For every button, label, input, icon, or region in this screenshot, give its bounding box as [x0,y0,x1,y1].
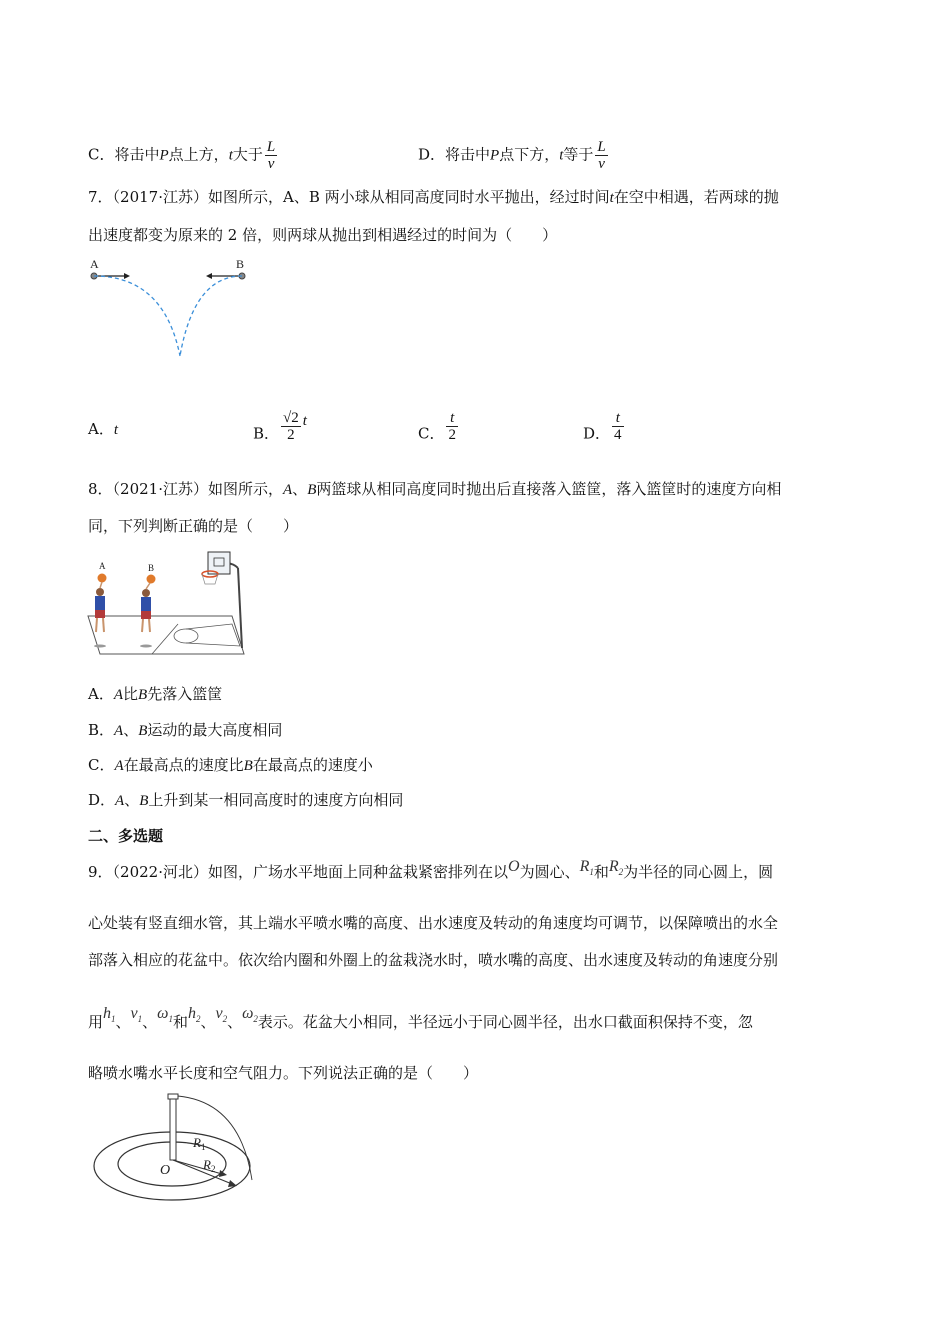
q8-fig-label-a: A [99,561,106,571]
q9-stem-line2: 心处装有竖直细水管，其上端水平喷水嘴的高度、出水速度及转动的角速度均可调节，以保障喷出的水全 [88,914,779,932]
label-r2: $R_2$ [203,1157,216,1174]
fraction-l-over-v: $\frac{L}{v}$ [266,139,276,172]
vertical-pipe [170,1098,176,1160]
q8-stem-line1: 8．（2021·江苏）如图所示，A、B两篮球从相同高度同时抛出后直接落入篮筐，落入篮筐时的速度方向相 [88,480,782,498]
basketball-b [147,575,156,584]
q6-option-c: C．将击中P点上方，t大于 $\frac{L}{v}$ [88,139,276,172]
label-r1: $R_1$ [193,1135,206,1152]
q8-basketball-figure [82,546,248,658]
q7-option-c: C． $\frac{t}{2}$ [418,410,456,443]
q8-option-a: A．A比B先落入篮筐 [88,685,223,703]
fraction-l-over-v: $\frac{L}{v}$ [597,139,606,172]
q7-projectile-figure [84,256,254,364]
q9-stem-line3: 部落入相应的花盆中。依次给内圈和外圈上的盆栽浇水时，喷水嘴的高度、出水速度及转动的角速度分别 [88,951,779,969]
q7-fig-label-a: A [90,257,99,271]
q7-option-a: A．t [88,420,119,438]
q8-fig-label-b: B [148,563,155,573]
trajectory-a [94,276,180,356]
free-throw-circle [174,629,198,643]
trajectory-b [180,276,242,356]
q8-option-d: D．A、B上升到某一相同高度时的速度方向相同 [88,791,404,809]
q7-option-b: B． $\frac{√2}{2}$ t [253,410,307,443]
q7-option-d: D． $\frac{t}{4}$ [583,410,622,443]
q9-stem-line4: 用$h_1$、$v_1$、$\omega_1$和$h_2$、$v_2$、$\omega_2$表示。花盆大小相同，半径远小于同心圆半径，出水口截面积保持不变，忽 [88,1005,753,1031]
q8-option-c: C．A在最高点的速度比B在最高点的速度小 [88,756,373,774]
q8-stem-line2: 同，下列判断正确的是（ ） [88,517,299,535]
q6-option-d: D．将击中P点下方，t等于 $\frac{L}{v}$ [418,139,606,172]
q9-stem-line5: 略喷水嘴水平长度和空气阻力。下列说法正确的是（ ） [88,1064,479,1082]
q9-fountain-figure [90,1092,258,1204]
q9-stem-line1: 9．（2022·河北）如图，广场水平地面上同种盆栽紧密排列在以O为圆心、$R_1$和$R_2$为半径的同心圆上，圆 [88,858,774,881]
court-floor [88,616,244,654]
label-o: O [160,1163,171,1178]
basketball-a [98,574,107,583]
q7-stem-line1: 7．（2017·江苏）如图所示，A、B 两小球从相同高度同时水平抛出，经过时间t在空中相遇，若两球的抛 [88,188,779,206]
q8-option-b: B．A、B运动的最大高度相同 [88,721,283,739]
q7-fig-label-b: B [236,257,245,271]
section-title: 二、多选题 [88,827,164,845]
q7-stem-line2: 出速度都变为原来的 2 倍，则两球从抛出到相遇经过的时间为（ ） [88,226,558,244]
